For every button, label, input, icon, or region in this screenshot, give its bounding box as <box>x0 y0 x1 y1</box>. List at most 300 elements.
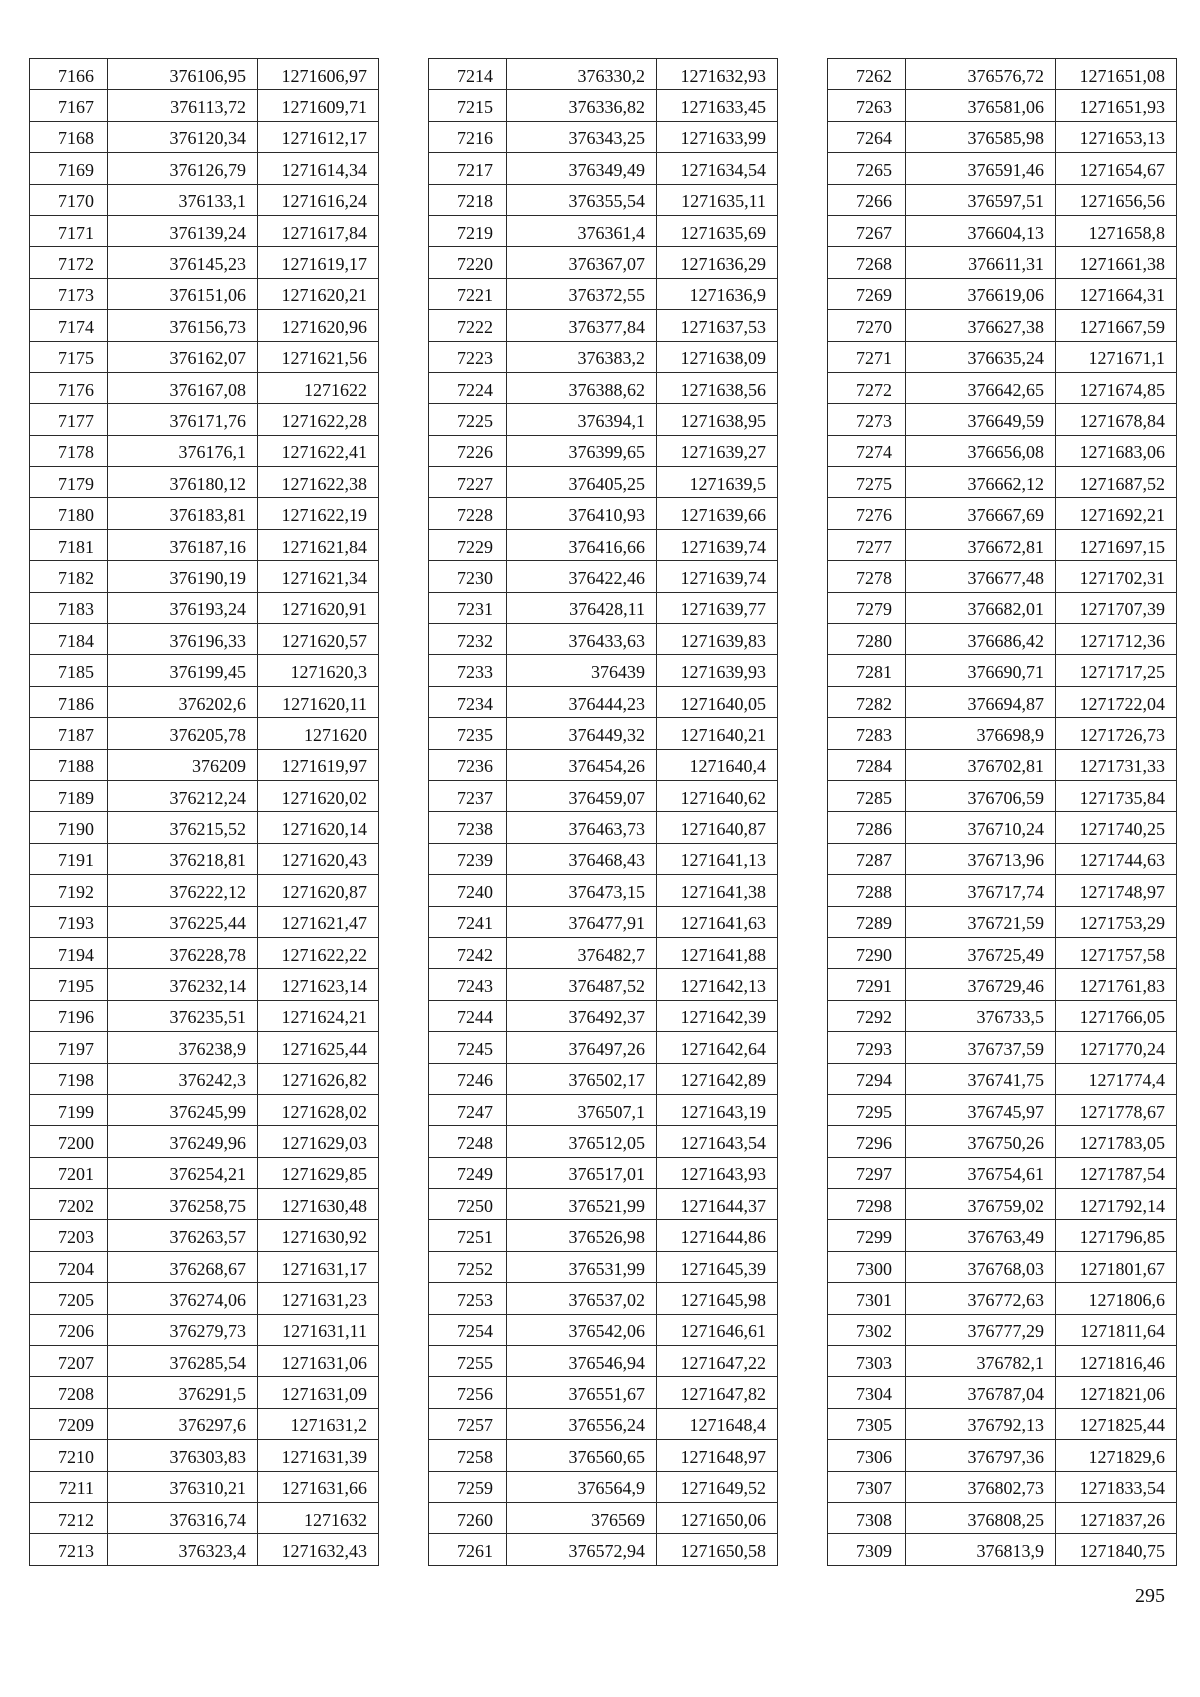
table-row <box>429 153 778 184</box>
x-coordinate-cell: 376151,06 <box>108 278 258 309</box>
y-coordinate-cell: 1271712,36 <box>1056 624 1177 655</box>
table-row <box>828 1440 1177 1471</box>
table-row <box>828 969 1177 1000</box>
table-row <box>30 749 379 780</box>
y-coordinate-cell: 1271639,83 <box>657 624 778 655</box>
point-number-cell: 7169 <box>30 153 108 184</box>
table-row <box>429 435 778 466</box>
table-row <box>30 561 379 592</box>
y-coordinate-cell: 1271620 <box>258 718 379 749</box>
y-coordinate-cell: 1271619,17 <box>258 247 379 278</box>
y-coordinate-cell: 1271722,04 <box>1056 686 1177 717</box>
table-row <box>429 1126 778 1157</box>
table-row <box>429 121 778 152</box>
x-coordinate-cell: 376245,99 <box>108 1094 258 1125</box>
x-coordinate-cell: 376439 <box>507 655 657 686</box>
y-coordinate-cell: 1271661,38 <box>1056 247 1177 278</box>
y-coordinate-cell: 1271620,02 <box>258 780 379 811</box>
point-number-cell: 7236 <box>429 749 507 780</box>
x-coordinate-cell: 376729,46 <box>906 969 1056 1000</box>
table-row <box>828 404 1177 435</box>
table-row <box>828 184 1177 215</box>
y-coordinate-cell: 1271631,06 <box>258 1346 379 1377</box>
table-row <box>828 780 1177 811</box>
y-coordinate-cell: 1271644,86 <box>657 1220 778 1251</box>
table-row <box>30 372 379 403</box>
x-coordinate-cell: 376502,17 <box>507 1063 657 1094</box>
table-row <box>828 1220 1177 1251</box>
y-coordinate-cell: 1271757,58 <box>1056 937 1177 968</box>
point-number-cell: 7191 <box>30 843 108 874</box>
x-coordinate-cell: 376377,84 <box>507 310 657 341</box>
y-coordinate-cell: 1271622 <box>258 372 379 403</box>
x-coordinate-cell: 376497,26 <box>507 1032 657 1063</box>
x-coordinate-cell: 376710,24 <box>906 812 1056 843</box>
point-number-cell: 7186 <box>30 686 108 717</box>
point-number-cell: 7293 <box>828 1032 906 1063</box>
point-number-cell: 7182 <box>30 561 108 592</box>
point-number-cell: 7172 <box>30 247 108 278</box>
table-row <box>30 247 379 278</box>
y-coordinate-cell: 1271636,9 <box>657 278 778 309</box>
y-coordinate-cell: 1271633,45 <box>657 90 778 121</box>
point-number-cell: 7189 <box>30 780 108 811</box>
y-coordinate-cell: 1271674,85 <box>1056 372 1177 403</box>
point-number-cell: 7228 <box>429 498 507 529</box>
point-number-cell: 7218 <box>429 184 507 215</box>
table-row <box>429 59 778 90</box>
x-coordinate-cell: 376768,03 <box>906 1251 1056 1282</box>
y-coordinate-cell: 1271731,33 <box>1056 749 1177 780</box>
y-coordinate-cell: 1271635,11 <box>657 184 778 215</box>
x-coordinate-cell: 376459,07 <box>507 780 657 811</box>
x-coordinate-cell: 376336,82 <box>507 90 657 121</box>
table-row <box>429 1377 778 1408</box>
table-row <box>30 812 379 843</box>
x-coordinate-cell: 376635,24 <box>906 341 1056 372</box>
table-row <box>30 1283 379 1314</box>
y-coordinate-cell: 1271806,6 <box>1056 1283 1177 1314</box>
table-row <box>429 341 778 372</box>
y-coordinate-cell: 1271639,77 <box>657 592 778 623</box>
x-coordinate-cell: 376249,96 <box>108 1126 258 1157</box>
point-number-cell: 7278 <box>828 561 906 592</box>
y-coordinate-cell: 1271702,31 <box>1056 561 1177 592</box>
y-coordinate-cell: 1271624,21 <box>258 1000 379 1031</box>
point-number-cell: 7224 <box>429 372 507 403</box>
table-row <box>828 215 1177 246</box>
point-number-cell: 7264 <box>828 121 906 152</box>
y-coordinate-cell: 1271717,25 <box>1056 655 1177 686</box>
point-number-cell: 7213 <box>30 1534 108 1565</box>
y-coordinate-cell: 1271621,34 <box>258 561 379 592</box>
point-number-cell: 7183 <box>30 592 108 623</box>
table-row <box>30 215 379 246</box>
y-coordinate-cell: 1271621,47 <box>258 906 379 937</box>
coordinate-table <box>29 58 379 1566</box>
y-coordinate-cell: 1271647,22 <box>657 1346 778 1377</box>
table-row <box>30 278 379 309</box>
point-number-cell: 7261 <box>429 1534 507 1565</box>
x-coordinate-cell: 376171,76 <box>108 404 258 435</box>
table-row <box>429 1157 778 1188</box>
table-row <box>429 592 778 623</box>
y-coordinate-cell: 1271683,06 <box>1056 435 1177 466</box>
table-row <box>30 1314 379 1345</box>
y-coordinate-cell: 1271744,63 <box>1056 843 1177 874</box>
point-number-cell: 7207 <box>30 1346 108 1377</box>
table-row <box>30 529 379 560</box>
x-coordinate-cell: 376258,75 <box>108 1189 258 1220</box>
y-coordinate-cell: 1271625,44 <box>258 1032 379 1063</box>
table-row <box>429 686 778 717</box>
y-coordinate-cell: 1271621,56 <box>258 341 379 372</box>
point-number-cell: 7214 <box>429 59 507 90</box>
y-coordinate-cell: 1271687,52 <box>1056 467 1177 498</box>
x-coordinate-cell: 376581,06 <box>906 90 1056 121</box>
x-coordinate-cell: 376662,12 <box>906 467 1056 498</box>
point-number-cell: 7273 <box>828 404 906 435</box>
table-row <box>30 1408 379 1439</box>
coordinate-table-body <box>828 59 1177 1566</box>
x-coordinate-cell: 376263,57 <box>108 1220 258 1251</box>
point-number-cell: 7230 <box>429 561 507 592</box>
point-number-cell: 7190 <box>30 812 108 843</box>
table-row <box>429 1094 778 1125</box>
point-number-cell: 7231 <box>429 592 507 623</box>
y-coordinate-cell: 1271649,52 <box>657 1471 778 1502</box>
y-coordinate-cell: 1271697,15 <box>1056 529 1177 560</box>
table-row <box>30 655 379 686</box>
point-number-cell: 7282 <box>828 686 906 717</box>
y-coordinate-cell: 1271645,39 <box>657 1251 778 1282</box>
x-coordinate-cell: 376215,52 <box>108 812 258 843</box>
x-coordinate-cell: 376526,98 <box>507 1220 657 1251</box>
point-number-cell: 7227 <box>429 467 507 498</box>
y-coordinate-cell: 1271678,84 <box>1056 404 1177 435</box>
table-row <box>429 1251 778 1282</box>
y-coordinate-cell: 1271643,93 <box>657 1157 778 1188</box>
x-coordinate-cell: 376405,25 <box>507 467 657 498</box>
table-row <box>828 1094 1177 1125</box>
x-coordinate-cell: 376792,13 <box>906 1408 1056 1439</box>
table-row <box>828 749 1177 780</box>
y-coordinate-cell: 1271640,05 <box>657 686 778 717</box>
table-row <box>429 278 778 309</box>
table-row <box>30 1471 379 1502</box>
table-row <box>429 215 778 246</box>
x-coordinate-cell: 376597,51 <box>906 184 1056 215</box>
table-row <box>828 655 1177 686</box>
y-coordinate-cell: 1271622,38 <box>258 467 379 498</box>
point-number-cell: 7286 <box>828 812 906 843</box>
x-coordinate-cell: 376156,73 <box>108 310 258 341</box>
y-coordinate-cell: 1271648,97 <box>657 1440 778 1471</box>
y-coordinate-cell: 1271641,88 <box>657 937 778 968</box>
point-number-cell: 7258 <box>429 1440 507 1471</box>
point-number-cell: 7233 <box>429 655 507 686</box>
y-coordinate-cell: 1271614,34 <box>258 153 379 184</box>
table-row <box>30 1157 379 1188</box>
point-number-cell: 7256 <box>429 1377 507 1408</box>
y-coordinate-cell: 1271653,13 <box>1056 121 1177 152</box>
table-row <box>828 592 1177 623</box>
x-coordinate-cell: 376297,6 <box>108 1408 258 1439</box>
table-row <box>828 247 1177 278</box>
x-coordinate-cell: 376576,72 <box>906 59 1056 90</box>
y-coordinate-cell: 1271616,24 <box>258 184 379 215</box>
table-row <box>30 843 379 874</box>
x-coordinate-cell: 376449,32 <box>507 718 657 749</box>
table-row <box>828 1157 1177 1188</box>
y-coordinate-cell: 1271617,84 <box>258 215 379 246</box>
table-row <box>30 1377 379 1408</box>
point-number-cell: 7220 <box>429 247 507 278</box>
x-coordinate-cell: 376682,01 <box>906 592 1056 623</box>
y-coordinate-cell: 1271606,97 <box>258 59 379 90</box>
y-coordinate-cell: 1271761,83 <box>1056 969 1177 1000</box>
y-coordinate-cell: 1271651,93 <box>1056 90 1177 121</box>
point-number-cell: 7254 <box>429 1314 507 1345</box>
x-coordinate-cell: 376232,14 <box>108 969 258 1000</box>
point-number-cell: 7223 <box>429 341 507 372</box>
point-number-cell: 7307 <box>828 1471 906 1502</box>
y-coordinate-cell: 1271783,05 <box>1056 1126 1177 1157</box>
table-row <box>429 937 778 968</box>
table-row <box>828 278 1177 309</box>
x-coordinate-cell: 376551,67 <box>507 1377 657 1408</box>
table-row <box>429 749 778 780</box>
y-coordinate-cell: 1271740,25 <box>1056 812 1177 843</box>
x-coordinate-cell: 376343,25 <box>507 121 657 152</box>
coordinate-table <box>428 58 778 1566</box>
y-coordinate-cell: 1271622,19 <box>258 498 379 529</box>
table-row <box>828 1314 1177 1345</box>
table-row <box>30 1440 379 1471</box>
table-row <box>30 1534 379 1565</box>
y-coordinate-cell: 1271633,99 <box>657 121 778 152</box>
table-row <box>30 906 379 937</box>
y-coordinate-cell: 1271753,29 <box>1056 906 1177 937</box>
point-number-cell: 7185 <box>30 655 108 686</box>
point-number-cell: 7270 <box>828 310 906 341</box>
table-row <box>429 780 778 811</box>
point-number-cell: 7174 <box>30 310 108 341</box>
table-row <box>30 937 379 968</box>
point-number-cell: 7289 <box>828 906 906 937</box>
point-number-cell: 7306 <box>828 1440 906 1471</box>
x-coordinate-cell: 376619,06 <box>906 278 1056 309</box>
x-coordinate-cell: 376733,5 <box>906 1000 1056 1031</box>
point-number-cell: 7283 <box>828 718 906 749</box>
y-coordinate-cell: 1271631,17 <box>258 1251 379 1282</box>
point-number-cell: 7248 <box>429 1126 507 1157</box>
x-coordinate-cell: 376591,46 <box>906 153 1056 184</box>
table-row <box>30 1189 379 1220</box>
x-coordinate-cell: 376410,93 <box>507 498 657 529</box>
x-coordinate-cell: 376238,9 <box>108 1032 258 1063</box>
point-number-cell: 7187 <box>30 718 108 749</box>
y-coordinate-cell: 1271821,06 <box>1056 1377 1177 1408</box>
x-coordinate-cell: 376546,94 <box>507 1346 657 1377</box>
y-coordinate-cell: 1271654,67 <box>1056 153 1177 184</box>
point-number-cell: 7305 <box>828 1408 906 1439</box>
x-coordinate-cell: 376316,74 <box>108 1502 258 1533</box>
y-coordinate-cell: 1271620,91 <box>258 592 379 623</box>
point-number-cell: 7202 <box>30 1189 108 1220</box>
y-coordinate-cell: 1271642,39 <box>657 1000 778 1031</box>
y-coordinate-cell: 1271620,57 <box>258 624 379 655</box>
y-coordinate-cell: 1271612,17 <box>258 121 379 152</box>
y-coordinate-cell: 1271620,96 <box>258 310 379 341</box>
point-number-cell: 7271 <box>828 341 906 372</box>
x-coordinate-cell: 376433,63 <box>507 624 657 655</box>
point-number-cell: 7200 <box>30 1126 108 1157</box>
point-number-cell: 7274 <box>828 435 906 466</box>
y-coordinate-cell: 1271632,43 <box>258 1534 379 1565</box>
table-row <box>828 875 1177 906</box>
table-row <box>429 1314 778 1345</box>
point-number-cell: 7247 <box>429 1094 507 1125</box>
table-row <box>30 1346 379 1377</box>
y-coordinate-cell: 1271636,29 <box>657 247 778 278</box>
point-number-cell: 7244 <box>429 1000 507 1031</box>
y-coordinate-cell: 1271620,87 <box>258 875 379 906</box>
point-number-cell: 7197 <box>30 1032 108 1063</box>
x-coordinate-cell: 376717,74 <box>906 875 1056 906</box>
coordinate-table-body <box>429 59 778 1566</box>
table-row <box>828 718 1177 749</box>
x-coordinate-cell: 376454,26 <box>507 749 657 780</box>
coordinate-table-body <box>30 59 379 1566</box>
point-number-cell: 7176 <box>30 372 108 403</box>
point-number-cell: 7250 <box>429 1189 507 1220</box>
x-coordinate-cell: 376517,01 <box>507 1157 657 1188</box>
x-coordinate-cell: 376564,9 <box>507 1471 657 1502</box>
x-coordinate-cell: 376702,81 <box>906 749 1056 780</box>
point-number-cell: 7184 <box>30 624 108 655</box>
x-coordinate-cell: 376291,5 <box>108 1377 258 1408</box>
y-coordinate-cell: 1271656,56 <box>1056 184 1177 215</box>
x-coordinate-cell: 376782,1 <box>906 1346 1056 1377</box>
x-coordinate-cell: 376512,05 <box>507 1126 657 1157</box>
table-row <box>429 310 778 341</box>
y-coordinate-cell: 1271640,21 <box>657 718 778 749</box>
x-coordinate-cell: 376604,13 <box>906 215 1056 246</box>
y-coordinate-cell: 1271726,73 <box>1056 718 1177 749</box>
x-coordinate-cell: 376133,1 <box>108 184 258 215</box>
x-coordinate-cell: 376274,06 <box>108 1283 258 1314</box>
x-coordinate-cell: 376285,54 <box>108 1346 258 1377</box>
y-coordinate-cell: 1271671,1 <box>1056 341 1177 372</box>
x-coordinate-cell: 376492,37 <box>507 1000 657 1031</box>
table-row <box>30 341 379 372</box>
x-coordinate-cell: 376355,54 <box>507 184 657 215</box>
x-coordinate-cell: 376176,1 <box>108 435 258 466</box>
table-row <box>429 90 778 121</box>
x-coordinate-cell: 376611,31 <box>906 247 1056 278</box>
table-row <box>30 310 379 341</box>
point-number-cell: 7281 <box>828 655 906 686</box>
y-coordinate-cell: 1271664,31 <box>1056 278 1177 309</box>
table-row <box>429 1408 778 1439</box>
x-coordinate-cell: 376797,36 <box>906 1440 1056 1471</box>
point-number-cell: 7219 <box>429 215 507 246</box>
table-row <box>828 906 1177 937</box>
table-row <box>30 1032 379 1063</box>
table-row <box>828 467 1177 498</box>
table-row <box>429 718 778 749</box>
y-coordinate-cell: 1271639,5 <box>657 467 778 498</box>
y-coordinate-cell: 1271642,64 <box>657 1032 778 1063</box>
x-coordinate-cell: 376741,75 <box>906 1063 1056 1094</box>
x-coordinate-cell: 376310,21 <box>108 1471 258 1502</box>
point-number-cell: 7276 <box>828 498 906 529</box>
table-row <box>828 498 1177 529</box>
y-coordinate-cell: 1271829,6 <box>1056 1440 1177 1471</box>
point-number-cell: 7298 <box>828 1189 906 1220</box>
table-row <box>429 1534 778 1565</box>
x-coordinate-cell: 376199,45 <box>108 655 258 686</box>
y-coordinate-cell: 1271620,3 <box>258 655 379 686</box>
x-coordinate-cell: 376167,08 <box>108 372 258 403</box>
point-number-cell: 7253 <box>429 1283 507 1314</box>
x-coordinate-cell: 376330,2 <box>507 59 657 90</box>
x-coordinate-cell: 376180,12 <box>108 467 258 498</box>
y-coordinate-cell: 1271643,19 <box>657 1094 778 1125</box>
point-number-cell: 7296 <box>828 1126 906 1157</box>
table-row <box>828 624 1177 655</box>
table-row <box>828 341 1177 372</box>
x-coordinate-cell: 376254,21 <box>108 1157 258 1188</box>
point-number-cell: 7242 <box>429 937 507 968</box>
table-row <box>30 686 379 717</box>
x-coordinate-cell: 376745,97 <box>906 1094 1056 1125</box>
point-number-cell: 7208 <box>30 1377 108 1408</box>
table-row <box>429 812 778 843</box>
point-number-cell: 7195 <box>30 969 108 1000</box>
table-row <box>429 969 778 1000</box>
y-coordinate-cell: 1271651,08 <box>1056 59 1177 90</box>
y-coordinate-cell: 1271631,66 <box>258 1471 379 1502</box>
point-number-cell: 7201 <box>30 1157 108 1188</box>
y-coordinate-cell: 1271621,84 <box>258 529 379 560</box>
x-coordinate-cell: 376759,02 <box>906 1189 1056 1220</box>
y-coordinate-cell: 1271641,13 <box>657 843 778 874</box>
x-coordinate-cell: 376482,7 <box>507 937 657 968</box>
table-row <box>429 247 778 278</box>
point-number-cell: 7294 <box>828 1063 906 1094</box>
x-coordinate-cell: 376218,81 <box>108 843 258 874</box>
y-coordinate-cell: 1271631,09 <box>258 1377 379 1408</box>
x-coordinate-cell: 376556,24 <box>507 1408 657 1439</box>
table-row <box>429 498 778 529</box>
table-row <box>30 121 379 152</box>
x-coordinate-cell: 376706,59 <box>906 780 1056 811</box>
point-number-cell: 7297 <box>828 1157 906 1188</box>
table-row <box>828 1283 1177 1314</box>
table-row <box>429 561 778 592</box>
x-coordinate-cell: 376212,24 <box>108 780 258 811</box>
table-row <box>429 624 778 655</box>
point-number-cell: 7235 <box>429 718 507 749</box>
x-coordinate-cell: 376193,24 <box>108 592 258 623</box>
x-coordinate-cell: 376367,07 <box>507 247 657 278</box>
x-coordinate-cell: 376113,72 <box>108 90 258 121</box>
x-coordinate-cell: 376585,98 <box>906 121 1056 152</box>
x-coordinate-cell: 376537,02 <box>507 1283 657 1314</box>
x-coordinate-cell: 376560,65 <box>507 1440 657 1471</box>
